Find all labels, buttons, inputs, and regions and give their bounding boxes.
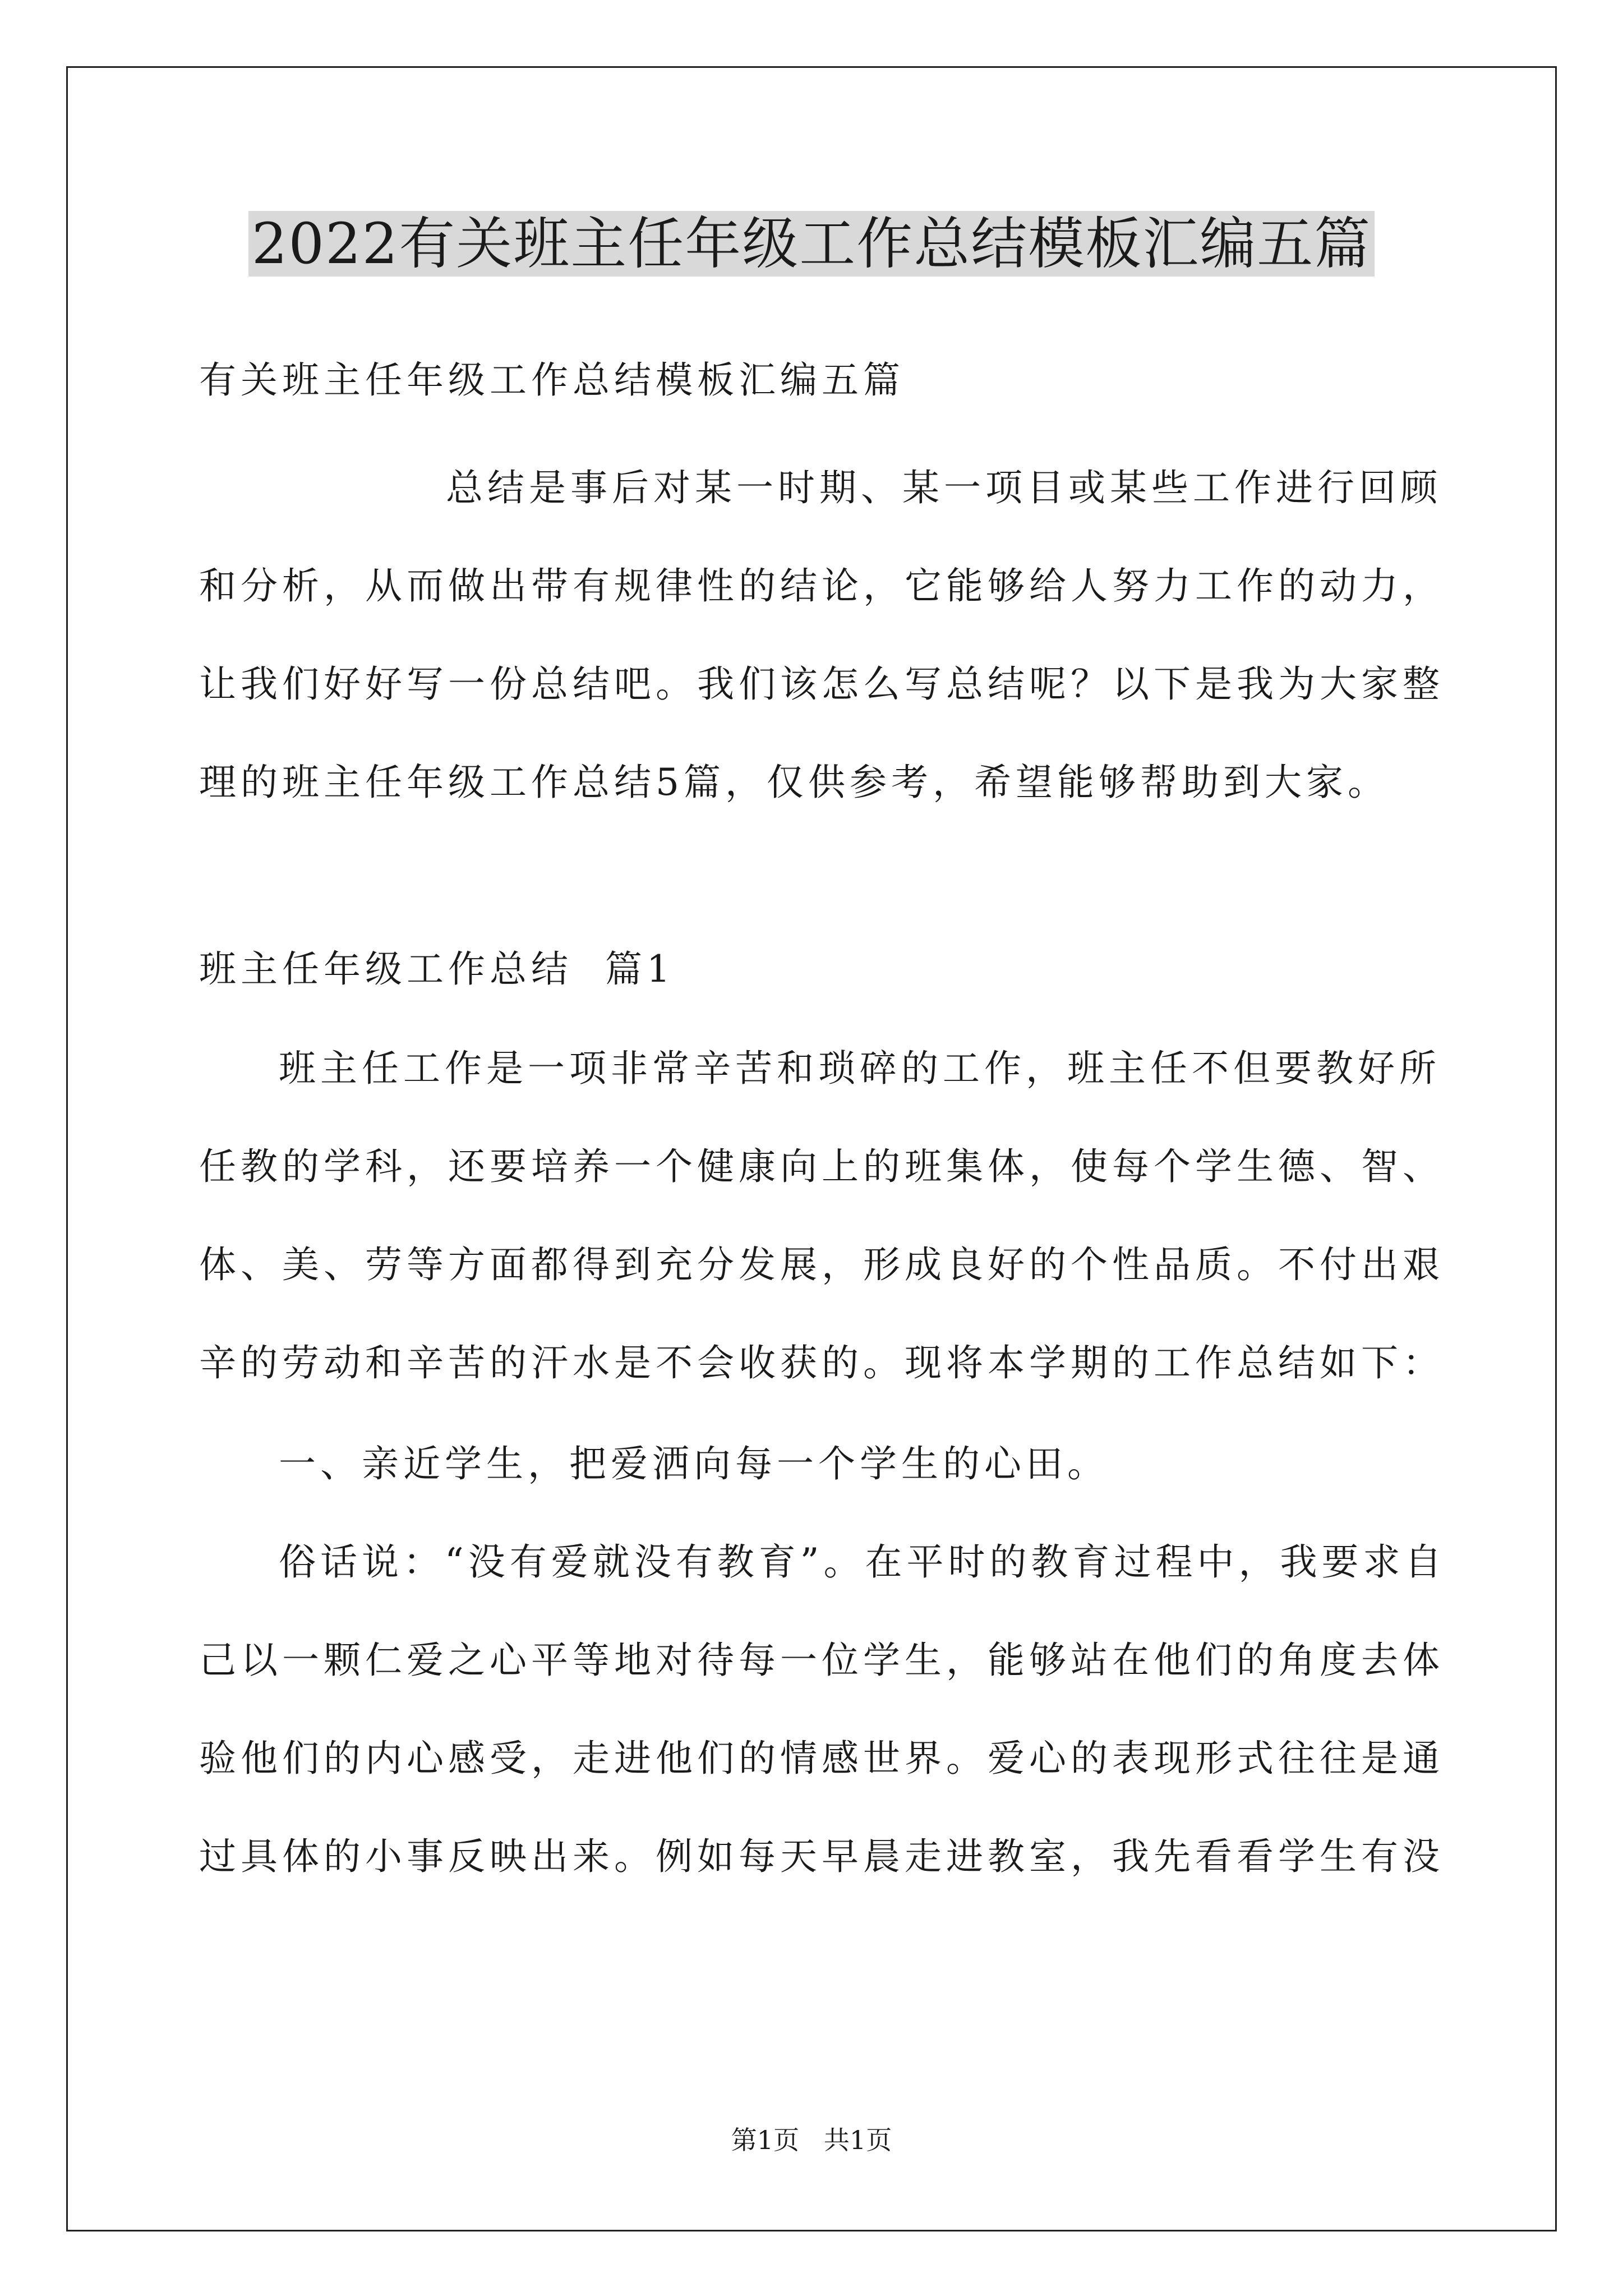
paragraph1-line-1: 班主任工作是一项非常辛苦和琐碎的工作，班主任不但要教好所	[279, 1047, 1441, 1090]
paragraph2-line-4: 过具体的小事反映出来。例如每天早晨走进教室，我先看看学生有没	[199, 1835, 1444, 1878]
point-heading-1: 一、亲近学生，把爱洒向每一个学生的心田。	[279, 1442, 1109, 1485]
intro-line-2: 和分析，从而做出带有规律性的结论，它能够给人努力工作的动力，	[199, 564, 1444, 608]
intro-line-3: 让我们好好写一份总结吧。我们该怎么写总结呢？以下是我为大家整	[199, 662, 1444, 706]
section-heading: 班主任年级工作总结 篇1	[199, 947, 675, 991]
paragraph1-line-4: 辛的劳动和辛苦的汗水是不会收获的。现将本学期的工作总结如下：	[199, 1341, 1444, 1384]
paragraph1-line-2: 任教的学科，还要培养一个健康向上的班集体，使每个学生德、智、	[199, 1145, 1444, 1188]
paragraph2-line-2: 己以一颗仁爱之心平等地对待每一位学生，能够站在他们的角度去体	[199, 1639, 1444, 1682]
document-subtitle: 有关班主任年级工作总结模板汇编五篇	[199, 358, 905, 402]
paragraph2-line-3: 验他们的内心感受，走进他们的情感世界。爱心的表现形式往往是通	[199, 1737, 1444, 1780]
document-title-text: 2022有关班主任年级工作总结模板汇编五篇	[248, 211, 1375, 277]
paragraph1-line-3: 体、美、劳等方面都得到充分发展，形成良好的个性品质。不付出艰	[199, 1243, 1444, 1286]
page-footer: 第1页 共1页	[731, 2125, 892, 2155]
intro-line-4: 理的班主任年级工作总结5篇，仅供参考，希望能够帮助到大家。	[199, 761, 1389, 804]
document-title	[0, 199, 1623, 289]
paragraph2-line-1: 俗话说：“没有爱就没有教育”。在平时的教育过程中，我要求自	[279, 1540, 1446, 1584]
intro-line-1: 总结是事后对某一时期、某一项目或某些工作进行回顾	[446, 466, 1442, 509]
